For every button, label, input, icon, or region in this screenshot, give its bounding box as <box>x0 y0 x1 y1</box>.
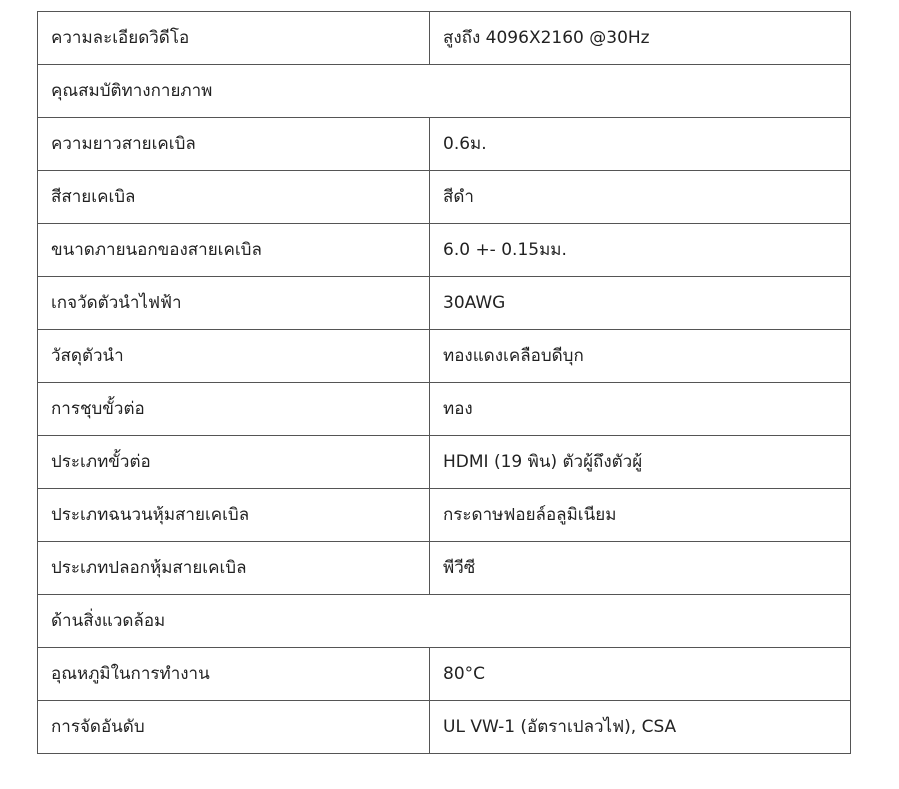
spec-value: 6.0 +- 0.15มม. <box>430 224 851 277</box>
spec-row-outer-diameter <box>38 224 851 277</box>
section-header-physical <box>38 65 851 118</box>
spec-row-connector-plating <box>38 383 851 436</box>
spec-row-operating-temperature <box>38 648 851 701</box>
spec-row-cable-length <box>38 118 851 171</box>
spec-value: HDMI (19 พิน) ตัวผู้ถึงตัวผู้ <box>430 436 851 489</box>
spec-label: สีสายเคเบิล <box>38 171 430 224</box>
spec-value: พีวีซี <box>430 542 851 595</box>
spec-row-cable-color <box>38 171 851 224</box>
spec-value: ทอง <box>430 383 851 436</box>
spec-row-jacket-type <box>38 542 851 595</box>
spec-value: ทองแดงเคลือบดีบุก <box>430 330 851 383</box>
section-header-environmental <box>38 595 851 648</box>
spec-label: ความละเอียดวิดีโอ <box>38 12 430 65</box>
spec-row-shielding-type <box>38 489 851 542</box>
spec-label: ประเภทปลอกหุ้มสายเคเบิล <box>38 542 430 595</box>
spec-value: UL VW-1 (อัตราเปลวไฟ), CSA <box>430 701 851 754</box>
spec-label: วัสดุตัวนำ <box>38 330 430 383</box>
section-title: คุณสมบัติทางกายภาพ <box>38 65 851 118</box>
spec-label: ความยาวสายเคเบิล <box>38 118 430 171</box>
spec-label: ขนาดภายนอกของสายเคเบิล <box>38 224 430 277</box>
spec-value: 80°C <box>430 648 851 701</box>
spec-row-connector-type <box>38 436 851 489</box>
section-title: ด้านสิ่งแวดล้อม <box>38 595 851 648</box>
spec-row-rating <box>38 701 851 754</box>
spec-value: สีดำ <box>430 171 851 224</box>
spec-label: อุณหภูมิในการทำงาน <box>38 648 430 701</box>
spec-row-conductor-gauge <box>38 277 851 330</box>
spec-label: การจัดอันดับ <box>38 701 430 754</box>
spec-value: 0.6ม. <box>430 118 851 171</box>
spec-value: กระดาษฟอยล์อลูมิเนียม <box>430 489 851 542</box>
spec-value: สูงถึง 4096X2160 @30Hz <box>430 12 851 65</box>
spec-label: ประเภทขั้วต่อ <box>38 436 430 489</box>
spec-label: ประเภทฉนวนหุ้มสายเคเบิล <box>38 489 430 542</box>
spec-table <box>37 11 851 754</box>
spec-label: เกจวัดตัวนำไฟฟ้า <box>38 277 430 330</box>
spec-row-conductor-material <box>38 330 851 383</box>
spec-row-video-resolution <box>38 12 851 65</box>
spec-value: 30AWG <box>430 277 851 330</box>
spec-label: การชุบขั้วต่อ <box>38 383 430 436</box>
